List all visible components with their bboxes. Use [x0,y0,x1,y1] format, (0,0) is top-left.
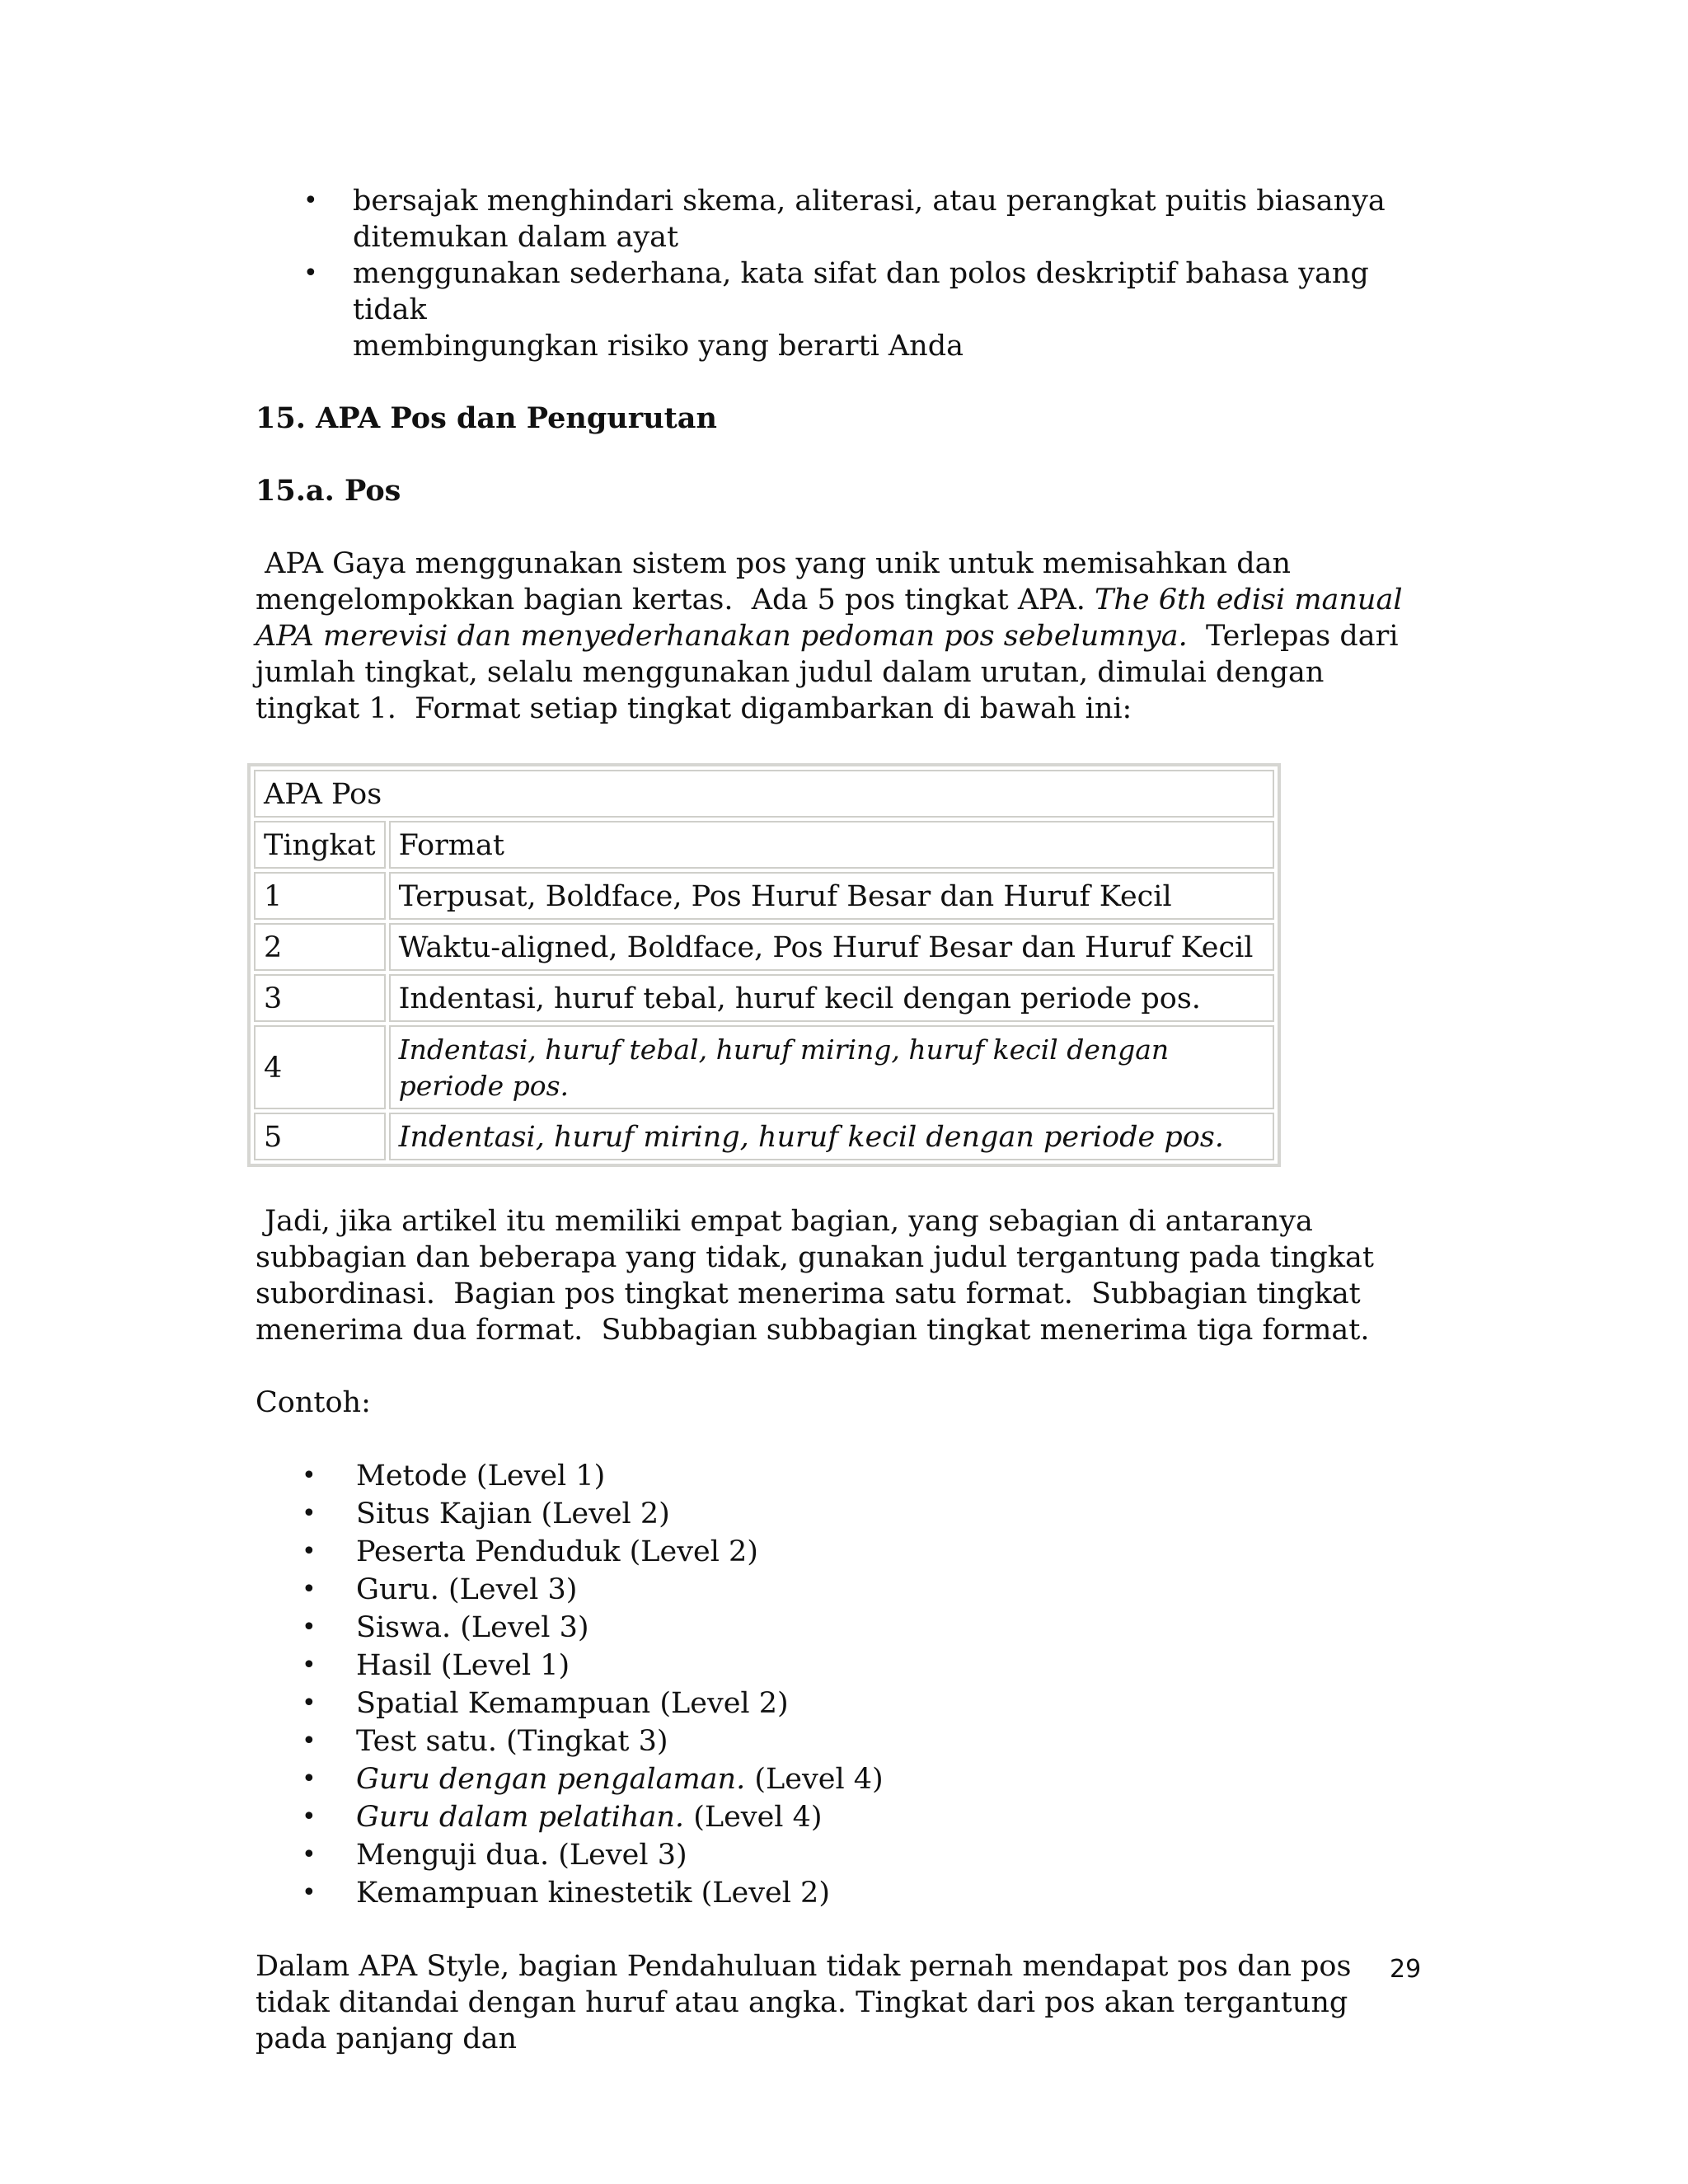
paragraph-text: APA Gaya menggunakan sistem pos yang unik untuk memisahkan dan mengelompokkan bagian kertas. Ada 5 pos tingkat APA. [256,547,1301,616]
list-item [256,1457,1426,1495]
list-item [256,1836,1426,1874]
bullet-icon: • [302,1878,316,1907]
bullet-icon: • [302,1802,316,1831]
bullet-icon: • [302,1461,316,1490]
list-item [256,1685,1426,1722]
example-text: Spatial Kemampuan (Level 2) [356,1687,789,1720]
example-text: Situs Kajian (Level 2) [356,1497,670,1530]
bullet-icon: • [302,1575,316,1604]
example-italic-text: Guru dengan pengalaman. [356,1763,746,1796]
list-item [256,1760,1426,1798]
level-cell: 4 [254,1025,386,1109]
bullet-icon: • [302,1613,316,1642]
page-number: 29 [1390,1955,1422,1984]
list-item [256,183,1426,255]
example-text: Peserta Penduduk (Level 2) [356,1535,758,1568]
level-cell: 2 [254,923,386,971]
table-row [254,872,1274,920]
format-cell: Indentasi, huruf tebal, huruf miring, huruf kecil dengan periode pos. [389,1025,1274,1109]
table-caption-row [254,770,1274,818]
list-item-text: ditemukan dalam ayat [353,221,679,254]
list-item [256,1609,1426,1647]
closing-paragraph: Dalam APA Style, bagian Pendahuluan tidak pernah mendapat pos dan pos tidak ditandai dengan huruf atau angka. Tingkat dari pos akan tergantung pada panjang dan [256,1950,1352,2055]
bullet-icon: • [302,1689,316,1718]
example-text: Kemampuan kinestetik (Level 2) [356,1877,830,1910]
example-label: Contoh: [256,1386,371,1419]
level-cell: 1 [254,872,386,920]
example-text: Siswa. (Level 3) [356,1611,589,1644]
list-item [256,1571,1426,1609]
section-heading: 15. APA Pos dan Pengurutan [256,401,717,435]
format-cell: Waktu-aligned, Boldface, Pos Huruf Besar dan Huruf Kecil [389,923,1274,971]
example-text: (Level 4) [684,1801,823,1834]
format-cell: Terpusat, Boldface, Pos Huruf Besar dan Huruf Kecil [389,872,1274,920]
example-bullet-list [256,1457,1426,1912]
table-row [254,923,1274,971]
example-text: Hasil (Level 1) [356,1649,570,1682]
example-text: Test satu. (Tingkat 3) [356,1725,668,1758]
list-item [256,1495,1426,1533]
column-header-format: Format [389,821,1274,869]
paragraph-italic-text: The 6th edisi manual APA merevisi dan menyederhanakan pedoman pos sebelumnya. [256,583,1412,653]
intro-paragraph [256,546,1426,727]
list-item [256,1722,1426,1760]
paragraph-text: Terlepas dari jumlah tingkat, selalu menggunakan judul dalam urutan, dimulai dengan tingkat 1. Format setiap tingkat digambarkan di bawah ini: [256,620,1408,725]
bullet-icon: • [302,1765,316,1793]
example-text: Menguji dua. (Level 3) [356,1839,687,1872]
format-cell: Indentasi, huruf miring, huruf kecil dengan periode pos. [389,1113,1274,1160]
list-item [256,1874,1426,1912]
list-item-text: bersajak menghindari skema, aliterasi, atau perangkat puitis biasanya [353,185,1386,218]
page-content [256,183,1426,2057]
example-italic-text: Guru dalam pelatihan. [356,1801,685,1834]
list-item [256,1533,1426,1571]
example-text: (Level 4) [745,1763,884,1796]
table-row [254,974,1274,1022]
intro-bullet-list [256,183,1426,364]
subsection-heading: 15.a. Pos [256,474,401,508]
list-item-text: membingungkan risiko yang berarti Anda [353,330,964,363]
list-item-text: menggunakan sederhana, kata sifat dan polos deskriptif bahasa yang tidak [353,257,1369,326]
example-text: Guru. (Level 3) [356,1573,578,1606]
explanation-paragraph: Jadi, jika artikel itu memiliki empat bagian, yang sebagian di antaranya subbagian dan beberapa yang tidak, gunakan judul tergantung pada tingkat subordinasi. Bagian pos tingkat menerima satu format. Subbagian tingkat menerima dua format. Subbagian subbagian tingkat menerima tiga format. [256,1205,1384,1347]
table-row [254,1025,1274,1109]
bullet-icon: • [302,1499,316,1528]
format-cell: Indentasi, huruf tebal, huruf kecil dengan periode pos. [389,974,1274,1022]
list-item [256,1647,1426,1685]
bullet-icon: • [303,186,318,215]
bullet-icon: • [302,1840,316,1869]
level-cell: 3 [254,974,386,1022]
list-item [256,1798,1426,1836]
table-row [254,1113,1274,1160]
list-item [256,255,1426,364]
example-text: Metode (Level 1) [356,1460,606,1493]
bullet-icon: • [303,259,318,288]
column-header-level: Tingkat [254,821,386,869]
level-cell: 5 [254,1113,386,1160]
bullet-icon: • [302,1537,316,1566]
heading-levels-table [247,763,1281,1167]
table-header-row [254,821,1274,869]
table-caption: APA Pos [254,770,1274,818]
bullet-icon: • [302,1651,316,1680]
bullet-icon: • [302,1727,316,1755]
